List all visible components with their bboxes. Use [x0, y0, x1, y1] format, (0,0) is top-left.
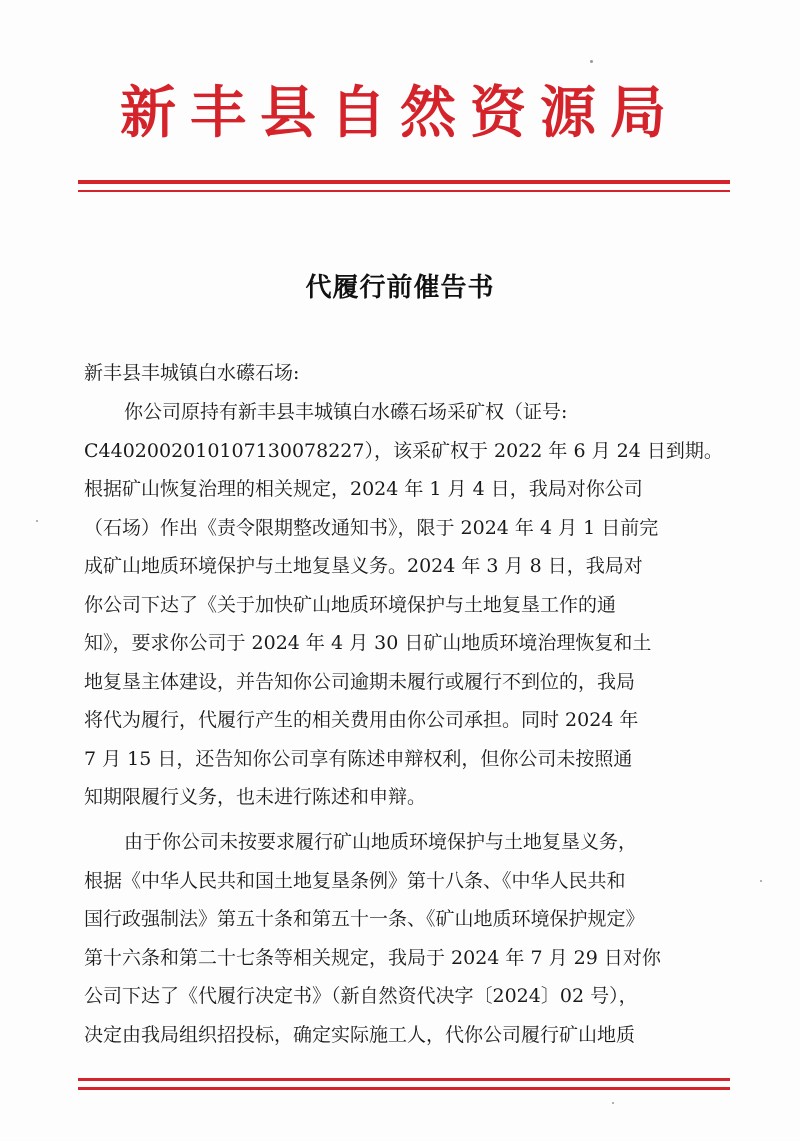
agency-header-title: 新丰县自然资源局	[120, 81, 680, 146]
paragraph-line: 国行政强制法》第五十条和第五十一条、《矿山地质环境保护规定》	[84, 908, 645, 930]
paragraph-2	[84, 823, 724, 1054]
footer-red-rule-thin	[78, 1087, 730, 1090]
paragraph-line: （石场）作出《责令限期整改通知书》，限于 2024 年 4 月 1 日前完	[84, 516, 659, 539]
paragraph-line: 你公司原持有新丰县丰城镇白水礤石场采矿权（证号:	[124, 401, 568, 423]
scan-speck	[590, 60, 593, 63]
paragraph-line: 根据矿山恢复治理的相关规定，2024 年 1 月 4 日，我局对你公司	[84, 478, 643, 500]
paragraph-line: 成矿山地质环境保护与土地复垦义务。2024 年 3 月 8 日，我局对	[84, 555, 643, 577]
scan-speck	[760, 880, 762, 882]
paragraph-line: C4402002010107130078227），该采矿权于 2022 年 6 月 24 日到期。	[84, 439, 723, 462]
paragraph-line: 决定由我局组织招投标，确定实际施工人，代你公司履行矿山地质	[84, 1023, 636, 1046]
paragraph-line: 公司下达了《代履行决定书》（新自然资代决字〔2024〕02 号），	[84, 985, 638, 1007]
addressee: 新丰县丰城镇白水礤石场:	[84, 362, 300, 384]
footer-red-rule-thick	[78, 1078, 730, 1081]
scan-speck	[612, 1102, 614, 1104]
paragraph-line: 第十六条和第二十七条等相关规定，我局于 2024 年 7 月 29 日对你	[84, 946, 661, 969]
paragraph-line: 知期限履行义务，也未进行陈述和申辩。	[84, 786, 427, 808]
scan-speck	[36, 520, 38, 522]
paragraph-line: 你公司下达了《关于加快矿山地质环境保护与土地复垦工作的通	[84, 593, 617, 616]
paragraph-line: 地复垦主体建设，并告知你公司逾期未履行或履行不到位的，我局	[84, 670, 636, 693]
paragraph-line: 7 月 15 日，还告知你公司享有陈述申辩权利，但你公司未按照通	[84, 747, 633, 770]
document-title: 代履行前催告书	[305, 273, 495, 303]
header-red-rule-thin	[78, 190, 730, 192]
paragraph-line: 将代为履行，代履行产生的相关费用由你公司承担。同时 2024 年	[84, 709, 639, 731]
paragraph-line: 知》，要求你公司于 2024 年 4 月 30 日矿山地质环境治理恢复和土	[84, 632, 652, 654]
paragraph-1	[84, 393, 724, 817]
paragraph-line: 由于你公司未按要求履行矿山地质环境保护与土地复垦义务，	[124, 831, 638, 853]
header-red-rule-thick	[78, 180, 730, 184]
paragraph-line: 根据《中华人民共和国土地复垦条例》第十八条、《中华人民共和	[84, 869, 626, 892]
